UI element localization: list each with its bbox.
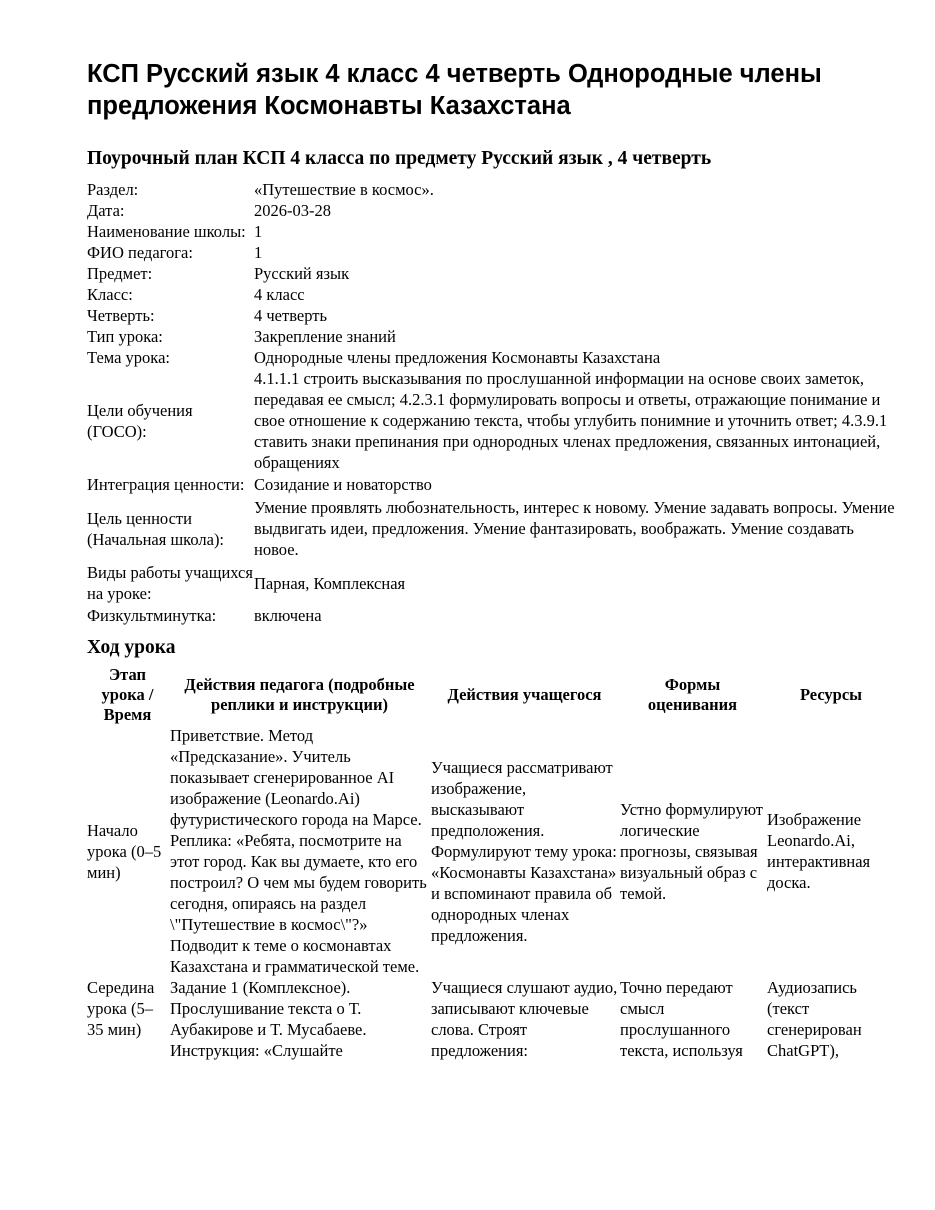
meta-row-learning-goals bbox=[87, 368, 895, 473]
cell-stage: Начало урока (0–5 мин) bbox=[87, 820, 162, 882]
meta-row-work-types bbox=[87, 561, 895, 605]
meta-value: Парная, Комплексная bbox=[254, 573, 406, 593]
meta-value: Закрепление знаний bbox=[254, 327, 396, 346]
plan-heading: Поурочный план КСП 4 класса по предмету Русский язык , 4 четверть bbox=[87, 148, 712, 169]
meta-value: включена bbox=[254, 606, 322, 625]
meta-value: 1 bbox=[254, 243, 263, 262]
meta-label: Физкультминутка: bbox=[87, 606, 217, 625]
header-student-actions: Действия учащегося bbox=[447, 685, 602, 704]
meta-label: Раздел: bbox=[87, 180, 139, 199]
document-page bbox=[87, 58, 895, 1061]
header-stage: Этап урока / Время bbox=[101, 665, 154, 724]
cell-assessment: Устно формулируют логические прогнозы, связывая визуальный образ с темой. bbox=[620, 799, 764, 903]
meta-row-value-integration bbox=[87, 473, 895, 496]
meta-label: Дата: bbox=[87, 201, 125, 220]
cell-student-actions: Учащиеся слушают аудио, записывают ключевые слова. Строят предложения: bbox=[431, 978, 618, 1060]
meta-row-section bbox=[87, 179, 895, 200]
meta-value: Русский язык bbox=[254, 264, 350, 283]
meta-value: 4 четверть bbox=[254, 306, 327, 325]
meta-label: Тема урока: bbox=[87, 348, 170, 367]
meta-row-value-goal bbox=[87, 496, 895, 561]
meta-label: Цели обучения (ГОСО): bbox=[87, 400, 193, 441]
meta-label: Интеграция ценности: bbox=[87, 475, 245, 494]
meta-table bbox=[87, 179, 895, 626]
header-resources: Ресурсы bbox=[799, 685, 863, 704]
meta-row-lesson-type bbox=[87, 326, 895, 347]
document-title: КСП Русский язык 4 класс 4 четверть Однородные члены предложения Космонавты Казахстана bbox=[87, 60, 822, 120]
lesson-heading: Ход урока bbox=[87, 637, 176, 658]
lesson-table bbox=[87, 665, 897, 1061]
meta-value: Созидание и новаторство bbox=[254, 475, 432, 494]
meta-value: «Путешествие в космос». bbox=[254, 180, 434, 199]
meta-row-quarter bbox=[87, 305, 895, 326]
meta-row-date bbox=[87, 200, 895, 221]
cell-resources: Аудиозапись (текст сгенерирован ChatGPT), bbox=[767, 978, 862, 1060]
meta-label: Цель ценности (Начальная школа): bbox=[87, 508, 225, 549]
meta-label: Наименование школы: bbox=[87, 222, 246, 241]
cell-teacher-actions: Задание 1 (Комплексное). Прослушивание текста о Т. Аубакирове и Т. Мусабаеве. Инструкция: «Слушайте bbox=[170, 978, 367, 1060]
header-teacher-actions: Действия педагога (подробные реплики и инструкции) bbox=[184, 675, 415, 714]
table-row bbox=[87, 725, 897, 977]
meta-value: 2026-03-28 bbox=[254, 201, 331, 220]
meta-value: Однородные члены предложения Космонавты Казахстана bbox=[254, 348, 661, 367]
cell-resources: Изображение Leonardo.Ai, интерактивная доска. bbox=[767, 810, 871, 892]
meta-label: Виды работы учащихся на уроке: bbox=[87, 563, 253, 603]
cell-student-actions: Учащиеся рассматривают изображение, высказывают предположения. Формулируют тему урока: «Космонавты Казахстана» и вспоминают правила об однородных членах предложения. bbox=[431, 757, 617, 945]
meta-value: 4 класс bbox=[254, 285, 305, 304]
meta-row-subject bbox=[87, 263, 895, 284]
meta-row-exercise-break bbox=[87, 605, 895, 626]
lesson-table-header-row bbox=[87, 665, 897, 725]
meta-label: Класс: bbox=[87, 285, 133, 304]
header-assessment: Формы оценивания bbox=[647, 675, 738, 714]
meta-row-grade bbox=[87, 284, 895, 305]
meta-value: 1 bbox=[254, 222, 263, 241]
meta-row-teacher bbox=[87, 242, 895, 263]
meta-value: Умение проявлять любознательность, интерес к новому. Умение задавать вопросы. Умение выдвигать идеи, предложения. Умение фантазировать, воображать. Умение создавать новое. bbox=[254, 498, 895, 559]
meta-row-topic bbox=[87, 347, 895, 368]
cell-assessment: Точно передают смысл прослушанного текста, используя bbox=[620, 978, 743, 1060]
meta-label: Четверть: bbox=[87, 306, 155, 325]
meta-row-school bbox=[87, 221, 895, 242]
meta-label: ФИО педагога: bbox=[87, 243, 193, 262]
meta-label: Предмет: bbox=[87, 264, 153, 283]
cell-stage: Середина урока (5–35 мин) bbox=[87, 978, 155, 1039]
meta-label: Тип урока: bbox=[87, 327, 163, 346]
meta-value: 4.1.1.1 строить высказывания по прослушанной информации на основе своих заметок, передавая ее смысл; 4.2.3.1 формулировать вопросы и ответы, отражающие понимание и свое отношение к содержанию текста, чтобы углубить понимние и уточнить ответ; 4.3.9.1 ставить знаки препинания при однородных членах предложения, связанных интонацией, обращениях bbox=[254, 369, 888, 472]
table-row bbox=[87, 977, 897, 1061]
cell-teacher-actions: Приветствие. Метод «Предсказание». Учитель показывает сгенерированное AI изображение (Leonardo.Ai) футуристического города на Марсе. Реплика: «Ребята, посмотрите на этот город. Как вы думаете, кто его построил? О чем мы будем говорить сегодня, опираясь на раздел \"Путешествие в космос\"?» Подводит к теме о космонавтах Казахстана и грамматической теме. bbox=[170, 726, 427, 976]
